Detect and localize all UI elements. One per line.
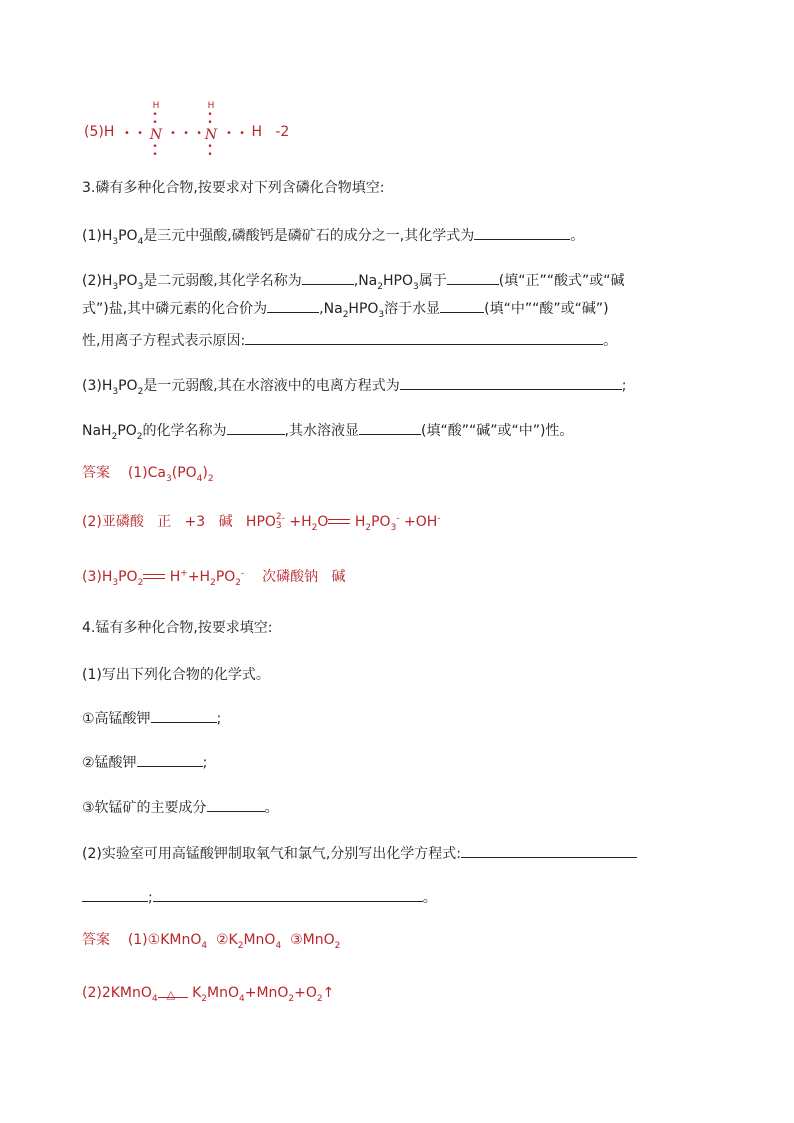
q3-part3-line1: $(3)H_3PO_2$是一元弱酸,其在水溶液中的电离方程式为 ;	[82, 375, 626, 396]
q4-answer-2: (2)2KMnO$_4$ △ $K_2MnO_4+MnO_2+O_2↑$	[82, 985, 335, 1004]
nitrogen-atom-2	[203, 101, 219, 159]
top-hydrogen-2: H	[207, 101, 215, 111]
item5-tail	[226, 122, 289, 144]
answer-blank[interactable]	[153, 887, 423, 902]
answer-blank[interactable]	[227, 420, 285, 435]
answer-blank[interactable]	[440, 298, 484, 313]
answer-blank[interactable]	[461, 843, 637, 858]
q3-part2-line3: 性,用离子方程式表示原因: 。	[82, 330, 617, 351]
electron-dots-bottom-1: • •	[152, 142, 160, 160]
item5-line	[84, 122, 145, 144]
electron-dots-top-2: • •	[207, 110, 215, 128]
answer-blank[interactable]	[447, 270, 499, 285]
nitrogen-symbol-1: N	[149, 127, 163, 143]
equilibrium-arrow-icon	[143, 572, 165, 582]
answer-blank[interactable]	[137, 752, 203, 767]
electron-dots: • •	[118, 128, 145, 139]
q3-answer-2: (2)亚磷酸 正 +3 碱 HPO 2 3 $^- +H_2O$ $H_2PO_3^- +OH^-$	[82, 512, 441, 533]
answer-blank[interactable]	[151, 708, 217, 723]
answer-blank[interactable]	[474, 225, 570, 240]
charge-value: -2	[275, 124, 290, 140]
q3-answer-3: $(3)H_3PO_2$ $H^++H_2PO_2^-$ 次磷酸钠 碱	[82, 568, 346, 588]
end-hydrogen: H	[251, 124, 262, 140]
top-hydrogen-1: H	[152, 101, 160, 111]
q3-part3-line2: $NaH_2PO_2$的化学名称为 ,其水溶液显 (填“酸”“碱”或“中”)性。	[82, 420, 573, 441]
nitrogen-symbol-2: N	[204, 127, 218, 143]
gas-up-arrow-icon: ↑	[322, 985, 335, 1001]
equilibrium-arrow-icon	[328, 517, 350, 527]
electron-dots: • •	[226, 128, 247, 139]
q4-title: 4.锰有多种化合物,按要求填空:	[82, 620, 273, 636]
answer-label: 答案	[82, 932, 110, 948]
answer-blank[interactable]	[267, 298, 319, 313]
answer-blank[interactable]	[82, 887, 148, 902]
heating-condition-icon: △	[158, 985, 188, 1003]
q4-item2: ②锰酸钾 ;	[82, 752, 207, 773]
q4-answer-1: 答案 (1)①KMnO$_4$ $②K_2MnO_4$ ③MnO$_2$	[82, 932, 341, 951]
electron-dots-top-1: • •	[152, 110, 160, 128]
answer-blank[interactable]	[359, 420, 421, 435]
electron-dots: • • •	[170, 128, 205, 139]
q4-part2-line2: ; 。	[82, 887, 437, 908]
q4-item3: ③软锰矿的主要成分 。	[82, 797, 279, 818]
q4-item1: ①高锰酸钾 ;	[82, 708, 221, 729]
q3-answer-1: 答案 $(1)Ca_3(PO_4)_2$	[82, 465, 214, 484]
q4-part2-line1: (2)实验室可用高锰酸钾制取氧气和氯气,分别写出化学方程式:	[82, 843, 637, 864]
answer-blank[interactable]	[207, 797, 265, 812]
answer-label: 答案	[82, 465, 110, 481]
answer-blank[interactable]	[245, 330, 603, 345]
electron-dots-bottom-2: • •	[207, 142, 215, 160]
q3-part1: $(1)H_3PO_4$是三元中强酸,磷酸钙是磷矿石的成分之一,其化学式为 。	[82, 225, 584, 246]
answer-blank[interactable]	[400, 375, 622, 390]
q3-part2-line2: 式”)盐,其中磷元素的化合价为 $,Na_2HPO_3$溶于水显 (填“中”“酸”或“碱”)	[82, 298, 609, 319]
item5-label: (5)H	[84, 124, 115, 140]
q3-part2-line1: $(2)H_3PO_3$是二元弱酸,其化学名称为 $,Na_2HPO_3$属于 (填“正”“酸式”或“碱	[82, 270, 624, 291]
q3-title: 3.磷有多种化合物,按要求对下列含磷化合物填空:	[82, 180, 385, 196]
q4-part1: (1)写出下列化合物的化学式。	[82, 667, 270, 683]
nitrogen-atom-1	[148, 101, 164, 159]
answer-blank[interactable]	[302, 270, 354, 285]
item5-mid-dots	[170, 122, 204, 144]
